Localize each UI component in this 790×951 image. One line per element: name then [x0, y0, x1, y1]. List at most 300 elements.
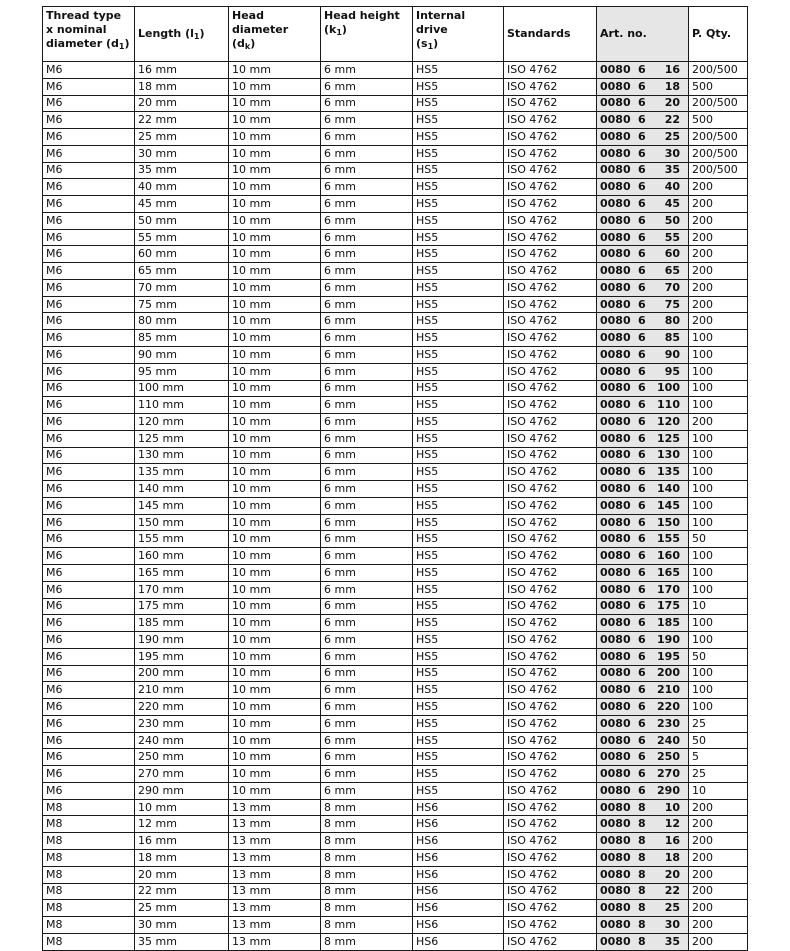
packaging-quantity-cell: 200/500: [689, 162, 748, 179]
head-height-cell: 6 mm: [321, 598, 413, 615]
drive-cell: HS5: [413, 296, 504, 313]
drive-cell: HS6: [413, 816, 504, 833]
art-no-part: 0080: [600, 347, 631, 361]
head-height-cell: 6 mm: [321, 514, 413, 531]
packaging-quantity-cell: 100: [689, 665, 748, 682]
art-no-cell: [597, 917, 689, 934]
standard-cell: ISO 4762: [504, 397, 597, 414]
art-no-part: 100: [657, 381, 680, 395]
length-cell: 80 mm: [135, 313, 229, 330]
thread-cell: M6: [43, 414, 135, 431]
packaging-quantity-cell: 200: [689, 833, 748, 850]
art-no-cell: [597, 933, 689, 950]
thread-cell: M6: [43, 380, 135, 397]
length-cell: 220 mm: [135, 699, 229, 716]
head-diameter-cell: 10 mm: [229, 380, 321, 397]
drive-cell: HS5: [413, 682, 504, 699]
packaging-quantity-cell: 100: [689, 464, 748, 481]
thread-cell: M8: [43, 816, 135, 833]
thread-cell: M6: [43, 531, 135, 548]
head-diameter-cell: 10 mm: [229, 62, 321, 79]
drive-cell: HS5: [413, 363, 504, 380]
packaging-quantity-cell: 200: [689, 212, 748, 229]
art-no-part: 90: [664, 347, 680, 361]
art-no-cell: [597, 816, 689, 833]
standard-cell: ISO 4762: [504, 564, 597, 581]
art-no-part: 0080: [600, 79, 631, 93]
art-no-part: 60: [664, 247, 680, 261]
standard-cell: ISO 4762: [504, 715, 597, 732]
art-no-cell: [597, 212, 689, 229]
length-cell: 40 mm: [135, 179, 229, 196]
art-no-part: 70: [664, 280, 680, 294]
head-diameter-cell: 10 mm: [229, 196, 321, 213]
head-height-cell: 8 mm: [321, 883, 413, 900]
art-no-part: 6: [638, 582, 646, 596]
packaging-quantity-cell: 500: [689, 112, 748, 129]
packaging-quantity-cell: 200: [689, 866, 748, 883]
art-no-part: 6: [638, 532, 646, 546]
art-no-part: 0080: [600, 431, 631, 445]
table-row: [43, 866, 748, 883]
length-cell: 160 mm: [135, 548, 229, 565]
art-no-part: 0080: [600, 767, 631, 781]
table-row: [43, 145, 748, 162]
packaging-quantity-cell: 200: [689, 246, 748, 263]
art-no-part: 65: [664, 264, 680, 278]
packaging-quantity-cell: 100: [689, 615, 748, 632]
header-row: [43, 7, 748, 62]
standard-cell: ISO 4762: [504, 464, 597, 481]
thread-cell: M6: [43, 145, 135, 162]
standard-cell: ISO 4762: [504, 514, 597, 531]
art-no-part: 6: [638, 683, 646, 697]
thread-cell: M6: [43, 548, 135, 565]
thread-cell: M6: [43, 715, 135, 732]
art-no-part: 6: [638, 767, 646, 781]
art-no-cell: [597, 866, 689, 883]
table-row: [43, 900, 748, 917]
packaging-quantity-cell: 50: [689, 531, 748, 548]
art-no-part: 0080: [600, 230, 631, 244]
head-diameter-cell: 10 mm: [229, 112, 321, 129]
length-cell: 125 mm: [135, 430, 229, 447]
standard-cell: ISO 4762: [504, 933, 597, 950]
art-no-part: 220: [657, 699, 680, 713]
art-no-part: 0080: [600, 783, 631, 797]
table-row: [43, 62, 748, 79]
length-cell: 35 mm: [135, 162, 229, 179]
head-diameter-cell: 10 mm: [229, 145, 321, 162]
standard-cell: ISO 4762: [504, 699, 597, 716]
art-no-part: 6: [638, 113, 646, 127]
art-no-part: 135: [657, 465, 680, 479]
standard-cell: ISO 4762: [504, 212, 597, 229]
art-no-part: 0080: [600, 364, 631, 378]
head-diameter-cell: 10 mm: [229, 581, 321, 598]
packaging-quantity-cell: 200/500: [689, 129, 748, 146]
packaging-quantity-cell: 200: [689, 279, 748, 296]
art-no-part: 0080: [600, 163, 631, 177]
header-head-height: Head height $(k_1)$: [321, 7, 413, 62]
art-no-cell: [597, 313, 689, 330]
head-diameter-cell: 10 mm: [229, 430, 321, 447]
head-height-cell: 6 mm: [321, 129, 413, 146]
table-row: [43, 380, 748, 397]
table-row: [43, 715, 748, 732]
art-no-cell: [597, 548, 689, 565]
table-row: [43, 766, 748, 783]
art-no-cell: [597, 732, 689, 749]
packaging-quantity-cell: 50: [689, 648, 748, 665]
art-no-part: 8: [638, 834, 646, 848]
standard-cell: ISO 4762: [504, 246, 597, 263]
art-no-part: 110: [657, 398, 680, 412]
drive-cell: HS6: [413, 849, 504, 866]
packaging-quantity-cell: 100: [689, 699, 748, 716]
art-no-part: 6: [638, 448, 646, 462]
art-no-part: 50: [664, 213, 680, 227]
length-cell: 55 mm: [135, 229, 229, 246]
thread-cell: M6: [43, 78, 135, 95]
table-row: [43, 229, 748, 246]
thread-cell: M6: [43, 162, 135, 179]
length-cell: 10 mm: [135, 799, 229, 816]
art-no-part: 6: [638, 599, 646, 613]
head-height-cell: 6 mm: [321, 78, 413, 95]
art-no-cell: [597, 430, 689, 447]
length-cell: 210 mm: [135, 682, 229, 699]
standard-cell: ISO 4762: [504, 296, 597, 313]
art-no-part: 0080: [600, 750, 631, 764]
thread-cell: M6: [43, 564, 135, 581]
table-row: [43, 699, 748, 716]
header-head-diameter: Head diameter $(d_k)$: [229, 7, 321, 62]
drive-cell: HS5: [413, 531, 504, 548]
drive-cell: HS5: [413, 414, 504, 431]
packaging-quantity-cell: 100: [689, 682, 748, 699]
head-diameter-cell: 10 mm: [229, 414, 321, 431]
art-no-part: 170: [657, 582, 680, 596]
drive-cell: HS5: [413, 548, 504, 565]
thread-cell: M6: [43, 129, 135, 146]
art-no-part: 0080: [600, 834, 631, 848]
drive-cell: HS5: [413, 497, 504, 514]
art-no-part: 6: [638, 197, 646, 210]
length-cell: 120 mm: [135, 414, 229, 431]
thread-cell: M8: [43, 917, 135, 934]
head-height-cell: 6 mm: [321, 162, 413, 179]
table-row: [43, 648, 748, 665]
head-diameter-cell: 10 mm: [229, 632, 321, 649]
table-row: [43, 732, 748, 749]
art-no-part: 6: [638, 381, 646, 395]
thread-cell: M6: [43, 615, 135, 632]
standard-cell: ISO 4762: [504, 481, 597, 498]
drive-cell: HS5: [413, 447, 504, 464]
thread-cell: M6: [43, 330, 135, 347]
standard-cell: ISO 4762: [504, 179, 597, 196]
thread-cell: M8: [43, 866, 135, 883]
drive-cell: HS5: [413, 129, 504, 146]
art-no-part: 8: [638, 884, 646, 898]
table-row: [43, 112, 748, 129]
head-height-cell: 8 mm: [321, 900, 413, 917]
table-row: [43, 481, 748, 498]
art-no-part: 25: [664, 901, 680, 915]
art-no-part: 0080: [600, 817, 631, 831]
art-no-cell: [597, 598, 689, 615]
thread-cell: M6: [43, 447, 135, 464]
table-row: [43, 447, 748, 464]
head-diameter-cell: 13 mm: [229, 917, 321, 934]
packaging-quantity-cell: 200: [689, 849, 748, 866]
head-height-cell: 6 mm: [321, 246, 413, 263]
standard-cell: ISO 4762: [504, 917, 597, 934]
art-no-part: 0080: [600, 716, 631, 730]
drive-cell: HS5: [413, 347, 504, 364]
drive-cell: HS5: [413, 78, 504, 95]
drive-cell: HS5: [413, 632, 504, 649]
standard-cell: ISO 4762: [504, 497, 597, 514]
art-no-cell: [597, 699, 689, 716]
table-row: [43, 279, 748, 296]
art-no-cell: [597, 766, 689, 783]
art-no-part: 0080: [600, 683, 631, 697]
head-diameter-cell: 13 mm: [229, 833, 321, 850]
art-no-part: 22: [664, 113, 680, 127]
packaging-quantity-cell: 200: [689, 933, 748, 950]
art-no-part: 8: [638, 934, 646, 948]
header-standards: Standards: [504, 7, 597, 62]
table-row: [43, 313, 748, 330]
art-no-cell: [597, 833, 689, 850]
art-no-part: 6: [638, 364, 646, 378]
head-height-cell: 6 mm: [321, 212, 413, 229]
art-no-part: 0080: [600, 498, 631, 512]
header-art-no: Art. no.: [597, 7, 689, 62]
art-no-part: 150: [657, 515, 680, 529]
head-diameter-cell: 10 mm: [229, 548, 321, 565]
length-cell: 16 mm: [135, 62, 229, 79]
packaging-quantity-cell: 100: [689, 430, 748, 447]
art-no-cell: [597, 581, 689, 598]
length-cell: 65 mm: [135, 263, 229, 280]
packaging-quantity-cell: 200/500: [689, 62, 748, 79]
art-no-part: 130: [657, 448, 680, 462]
art-no-part: 6: [638, 733, 646, 747]
drive-cell: HS5: [413, 229, 504, 246]
head-diameter-cell: 10 mm: [229, 212, 321, 229]
art-no-part: 145: [657, 498, 680, 512]
standard-cell: ISO 4762: [504, 749, 597, 766]
head-diameter-cell: 13 mm: [229, 900, 321, 917]
art-no-part: 0080: [600, 850, 631, 864]
drive-cell: HS5: [413, 279, 504, 296]
head-height-cell: 6 mm: [321, 62, 413, 79]
head-height-cell: 6 mm: [321, 112, 413, 129]
thread-cell: M6: [43, 749, 135, 766]
thread-cell: M8: [43, 900, 135, 917]
art-no-cell: [597, 564, 689, 581]
table-row: [43, 162, 748, 179]
head-diameter-cell: 13 mm: [229, 816, 321, 833]
standard-cell: ISO 4762: [504, 632, 597, 649]
head-diameter-cell: 10 mm: [229, 497, 321, 514]
table-row: [43, 749, 748, 766]
length-cell: 145 mm: [135, 497, 229, 514]
head-height-cell: 6 mm: [321, 380, 413, 397]
art-no-part: 6: [638, 314, 646, 328]
thread-cell: M6: [43, 95, 135, 112]
packaging-quantity-cell: 200: [689, 414, 748, 431]
thread-cell: M6: [43, 397, 135, 414]
length-cell: 50 mm: [135, 212, 229, 229]
standard-cell: ISO 4762: [504, 363, 597, 380]
length-cell: 35 mm: [135, 933, 229, 950]
drive-cell: HS5: [413, 648, 504, 665]
table-row: [43, 196, 748, 213]
head-diameter-cell: 10 mm: [229, 615, 321, 632]
art-no-part: 0080: [600, 180, 631, 194]
thread-cell: M6: [43, 682, 135, 699]
standard-cell: ISO 4762: [504, 347, 597, 364]
length-cell: 165 mm: [135, 564, 229, 581]
art-no-part: 0080: [600, 331, 631, 345]
art-no-part: 20: [664, 867, 680, 881]
art-no-cell: [597, 849, 689, 866]
standard-cell: ISO 4762: [504, 816, 597, 833]
length-cell: 270 mm: [135, 766, 229, 783]
head-diameter-cell: 10 mm: [229, 766, 321, 783]
art-no-cell: [597, 229, 689, 246]
drive-cell: HS5: [413, 313, 504, 330]
thread-cell: M6: [43, 648, 135, 665]
art-no-cell: [597, 179, 689, 196]
art-no-part: 18: [664, 79, 680, 93]
drive-cell: HS5: [413, 380, 504, 397]
drive-cell: HS5: [413, 481, 504, 498]
art-no-part: 190: [657, 632, 680, 646]
thread-cell: M8: [43, 799, 135, 816]
packaging-quantity-cell: 100: [689, 481, 748, 498]
art-no-part: 0080: [600, 398, 631, 412]
head-height-cell: 6 mm: [321, 179, 413, 196]
head-height-cell: 8 mm: [321, 816, 413, 833]
art-no-part: 0080: [600, 733, 631, 747]
art-no-cell: [597, 246, 689, 263]
length-cell: 170 mm: [135, 581, 229, 598]
art-no-part: 125: [657, 431, 680, 445]
art-no-cell: [597, 279, 689, 296]
packaging-quantity-cell: 100: [689, 330, 748, 347]
standard-cell: ISO 4762: [504, 833, 597, 850]
table-row: [43, 581, 748, 598]
drive-cell: HS6: [413, 933, 504, 950]
art-no-cell: [597, 62, 689, 79]
length-cell: 185 mm: [135, 615, 229, 632]
drive-cell: HS5: [413, 766, 504, 783]
table-row: [43, 883, 748, 900]
art-no-part: 0080: [600, 867, 631, 881]
art-no-part: 0080: [600, 264, 631, 278]
length-cell: 22 mm: [135, 883, 229, 900]
art-no-cell: [597, 263, 689, 280]
standard-cell: ISO 4762: [504, 279, 597, 296]
packaging-quantity-cell: 10: [689, 782, 748, 799]
head-diameter-cell: 10 mm: [229, 162, 321, 179]
standard-cell: ISO 4762: [504, 380, 597, 397]
art-no-cell: [597, 799, 689, 816]
head-diameter-cell: 10 mm: [229, 564, 321, 581]
art-no-part: 0080: [600, 884, 631, 898]
head-diameter-cell: 10 mm: [229, 732, 321, 749]
art-no-cell: [597, 145, 689, 162]
header-internal-drive: Internal drive $(s_1)$: [413, 7, 504, 62]
art-no-part: 0080: [600, 649, 631, 663]
head-height-cell: 6 mm: [321, 632, 413, 649]
length-cell: 190 mm: [135, 632, 229, 649]
packaging-quantity-cell: 100: [689, 564, 748, 581]
art-no-part: 155: [657, 532, 680, 546]
art-no-part: 6: [638, 498, 646, 512]
head-diameter-cell: 13 mm: [229, 799, 321, 816]
thread-cell: M6: [43, 732, 135, 749]
drive-cell: HS5: [413, 732, 504, 749]
standard-cell: ISO 4762: [504, 782, 597, 799]
drive-cell: HS5: [413, 162, 504, 179]
thread-cell: M6: [43, 229, 135, 246]
art-no-part: 8: [638, 817, 646, 831]
art-no-cell: [597, 397, 689, 414]
head-height-cell: 8 mm: [321, 799, 413, 816]
thread-cell: M6: [43, 263, 135, 280]
packaging-quantity-cell: 10: [689, 598, 748, 615]
head-height-cell: 6 mm: [321, 430, 413, 447]
art-no-part: 6: [638, 632, 646, 646]
art-no-part: 6: [638, 414, 646, 428]
drive-cell: HS5: [413, 95, 504, 112]
thread-cell: M6: [43, 179, 135, 196]
packaging-quantity-cell: 100: [689, 347, 748, 364]
drive-cell: HS5: [413, 564, 504, 581]
thread-cell: M6: [43, 279, 135, 296]
art-no-part: 270: [657, 767, 680, 781]
packaging-quantity-cell: 5: [689, 749, 748, 766]
drive-cell: HS6: [413, 900, 504, 917]
packaging-quantity-cell: 200: [689, 917, 748, 934]
table-row: [43, 347, 748, 364]
header-thread-type: Thread type x nominal diameter $(d_1)$: [43, 7, 135, 62]
art-no-part: 6: [638, 515, 646, 529]
standard-cell: ISO 4762: [504, 648, 597, 665]
head-height-cell: 6 mm: [321, 497, 413, 514]
art-no-part: 95: [664, 364, 680, 378]
art-no-cell: [597, 330, 689, 347]
drive-cell: HS5: [413, 112, 504, 129]
thread-cell: M6: [43, 481, 135, 498]
packaging-quantity-cell: 200: [689, 799, 748, 816]
thread-cell: M6: [43, 766, 135, 783]
length-cell: 150 mm: [135, 514, 229, 531]
standard-cell: ISO 4762: [504, 682, 597, 699]
table-row: [43, 263, 748, 280]
table-row: [43, 816, 748, 833]
art-no-cell: [597, 682, 689, 699]
art-no-part: 0080: [600, 549, 631, 563]
art-no-cell: [597, 196, 689, 213]
thread-cell: M6: [43, 598, 135, 615]
